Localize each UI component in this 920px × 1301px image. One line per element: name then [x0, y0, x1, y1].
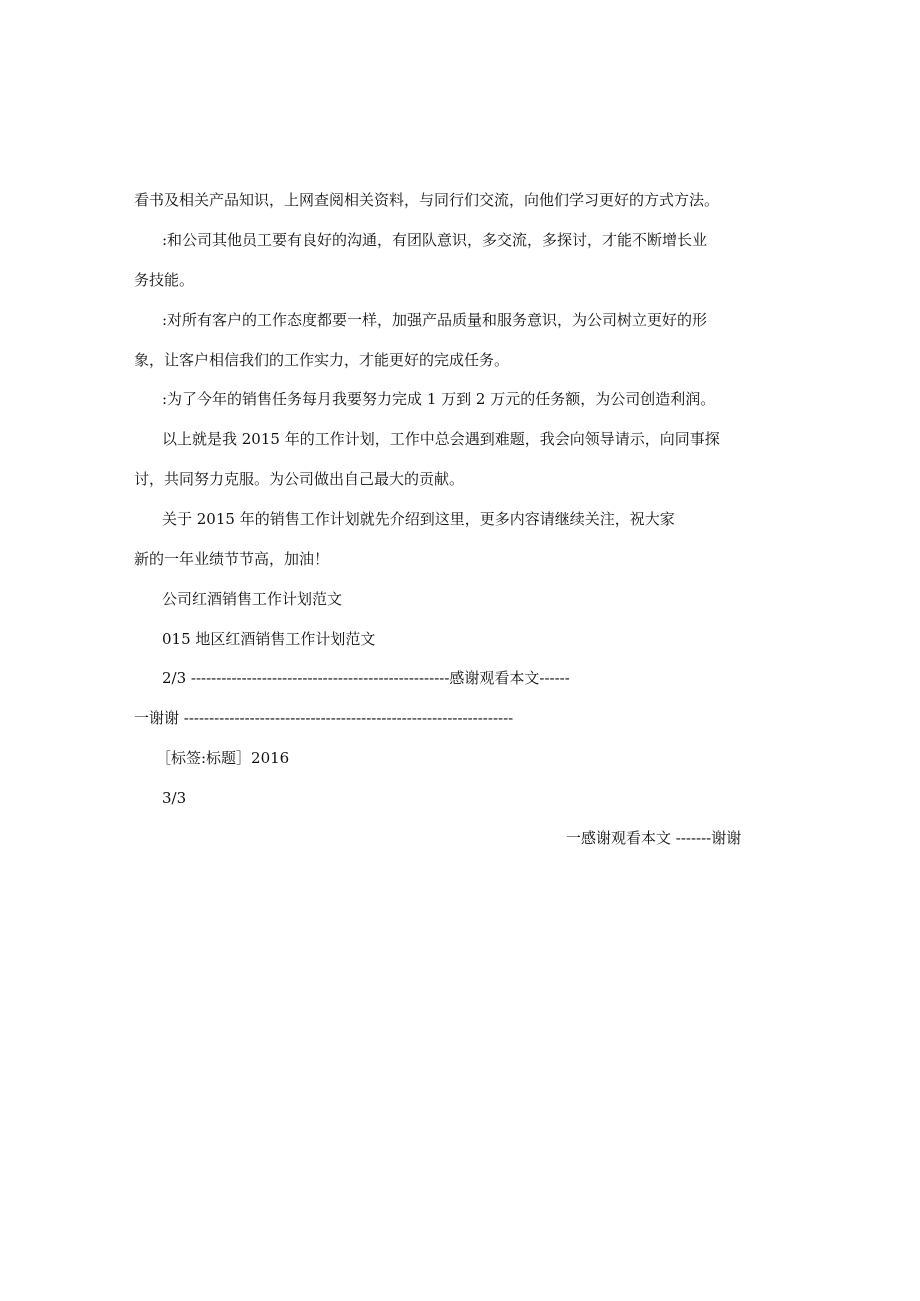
text-line: 以上就是我 2015 年的工作计划，工作中总会遇到难题，我会向领导请示，向同事探 [162, 430, 720, 448]
text-line: 015 地区红酒销售工作计划范文 [162, 630, 376, 648]
text-line: 讨，共同努力克服。为公司做出自己最大的贡献。 [134, 470, 465, 488]
text-line: 务技能。 [134, 271, 195, 289]
page-separator-line: 一谢谢 ----------------------------------------------------------------- [134, 709, 514, 727]
text-line: 看书及相关产品知识，上网查阅相关资料，与同行们交流，向他们学习更好的方式方法。 [134, 191, 720, 209]
page-number: 3/3 [162, 789, 187, 807]
text-line: 象，让客户相信我们的工作实力，才能更好的完成任务。 [134, 351, 510, 369]
text-line: :对所有客户的工作态度都要一样，加强产品质量和服务意识，为公司树立更好的形 [162, 311, 708, 329]
text-line: 关于 2015 年的销售工作计划就先介绍到这里，更多内容请继续关注，祝大家 [162, 510, 675, 528]
text-line: :为了今年的销售任务每月我要努力完成 1 万到 2 万元的任务额，为公司创造利润。 [162, 390, 716, 408]
tag-line: ［标签:标题］2016 [156, 749, 290, 767]
text-line: 公司红酒销售工作计划范文 [162, 590, 343, 608]
text-line: :和公司其他员工要有良好的沟通，有团队意识，多交流，多探讨，才能不断增长业 [162, 231, 708, 249]
footer-text: 一感谢观看本文 -------谢谢 [566, 829, 742, 847]
text-line: 新的一年业绩节节高，加油！ [134, 550, 330, 568]
page-separator-line: 2/3 ---------------------------------------------------感谢观看本文------ [162, 669, 570, 687]
